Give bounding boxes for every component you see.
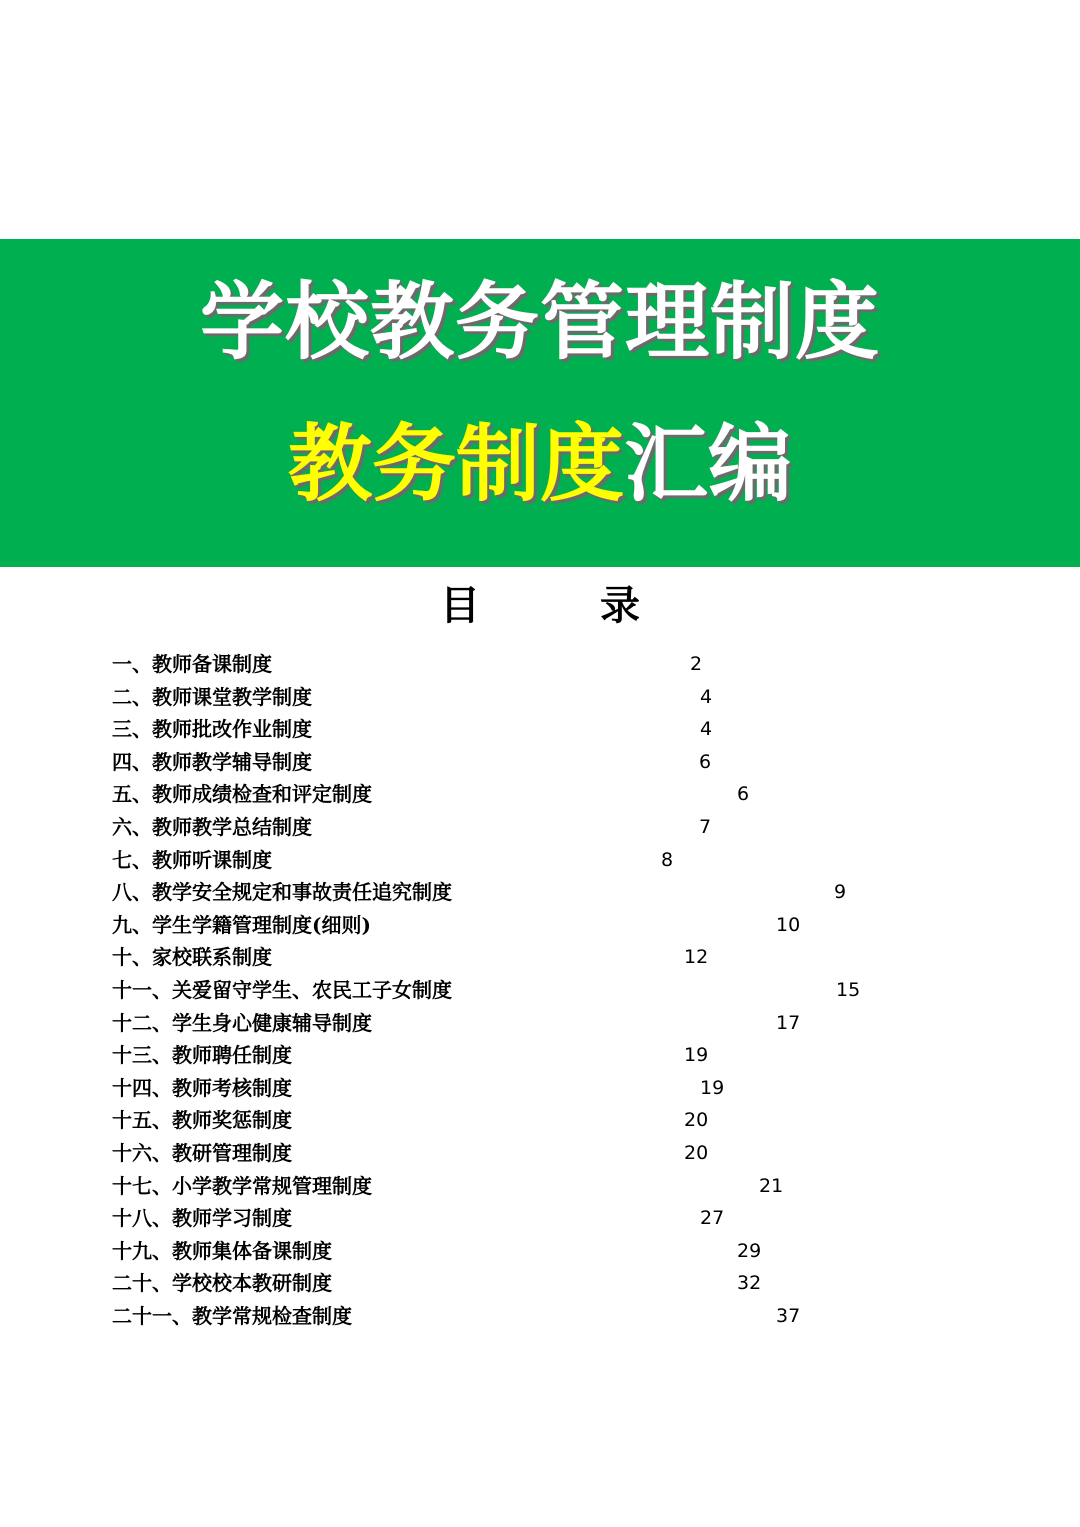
subtitle-rest-text: 汇编 (624, 415, 793, 513)
toc-item[interactable] (0, 648, 1080, 680)
toc-item-label: 十六、教研管理制度 (112, 1141, 292, 1165)
toc-item-page: 6 (699, 751, 712, 773)
toc-item-label: 四、教师教学辅导制度 (112, 750, 312, 774)
subtitle-highlight-text: 教务制度 (287, 415, 624, 513)
toc-item-label: 五、教师成绩检查和评定制度 (112, 782, 372, 806)
toc-item[interactable] (0, 941, 1080, 973)
toc-item[interactable] (0, 1104, 1080, 1136)
toc-item-page: 4 (700, 718, 713, 740)
toc-item[interactable] (0, 1137, 1080, 1169)
toc-item[interactable] (0, 713, 1080, 745)
toc-item-page: 17 (776, 1012, 801, 1034)
toc-item-label: 九、学生学籍管理制度(细则) (112, 913, 371, 937)
toc-item-page: 6 (737, 783, 750, 805)
toc-item-label: 十二、学生身心健康辅导制度 (112, 1011, 372, 1035)
toc-item-label: 十八、教师学习制度 (112, 1206, 292, 1230)
toc-heading: 目录 (440, 582, 760, 629)
toc-item[interactable] (0, 1007, 1080, 1039)
toc-item-page: 8 (661, 849, 674, 871)
toc-item-page: 21 (759, 1175, 784, 1197)
toc-item-page: 10 (776, 914, 801, 936)
toc-item-page: 20 (684, 1142, 709, 1164)
toc-item[interactable] (0, 778, 1080, 810)
toc-item-label: 一、教师备课制度 (112, 652, 272, 676)
toc-item-label: 七、教师听课制度 (112, 848, 272, 872)
toc-item-label: 十九、教师集体备课制度 (112, 1239, 332, 1263)
toc-item-label: 十一、关爱留守学生、农民工子女制度 (112, 978, 452, 1002)
toc-item[interactable] (0, 1300, 1080, 1332)
toc-item-page: 20 (684, 1109, 709, 1131)
toc-item[interactable] (0, 1202, 1080, 1234)
toc-item-page: 37 (776, 1305, 801, 1327)
document-title (0, 270, 1080, 374)
toc-item-page: 32 (737, 1272, 762, 1294)
toc-item-page: 27 (700, 1207, 725, 1229)
toc-item-label: 二十一、教学常规检查制度 (112, 1304, 352, 1328)
toc-item-label: 六、教师教学总结制度 (112, 815, 312, 839)
toc-item-page: 4 (700, 686, 713, 708)
toc-item-page: 29 (737, 1240, 762, 1262)
document-title-text: 学校教务管理制度 (199, 273, 880, 371)
toc-item-page: 12 (684, 946, 709, 968)
toc-item-label: 二十、学校校本教研制度 (112, 1271, 332, 1295)
toc-item[interactable] (0, 909, 1080, 941)
toc-item-page: 7 (699, 816, 712, 838)
toc-item[interactable] (0, 811, 1080, 843)
toc-item[interactable] (0, 681, 1080, 713)
toc-item[interactable] (0, 1170, 1080, 1202)
toc-item[interactable] (0, 746, 1080, 778)
toc-item-label: 十三、教师聘任制度 (112, 1043, 292, 1067)
toc-item-page: 9 (834, 881, 847, 903)
toc-item[interactable] (0, 876, 1080, 908)
toc-item[interactable] (0, 844, 1080, 876)
toc-item-label: 二、教师课堂教学制度 (112, 685, 312, 709)
document-subtitle (0, 412, 1080, 516)
toc-item-label: 十四、教师考核制度 (112, 1076, 292, 1100)
toc-item[interactable] (0, 1039, 1080, 1071)
toc-item-label: 三、教师批改作业制度 (112, 717, 312, 741)
toc-item-label: 十五、教师奖惩制度 (112, 1108, 292, 1132)
toc-item[interactable] (0, 1267, 1080, 1299)
toc-item[interactable] (0, 1072, 1080, 1104)
toc-item-page: 19 (684, 1044, 709, 1066)
toc-item[interactable] (0, 1235, 1080, 1267)
toc-item[interactable] (0, 974, 1080, 1006)
toc-item-page: 19 (700, 1077, 725, 1099)
toc-item-page: 15 (836, 979, 861, 1001)
toc-item-page: 2 (690, 653, 703, 675)
toc-item-label: 十七、小学教学常规管理制度 (112, 1174, 372, 1198)
toc-item-label: 八、教学安全规定和事故责任追究制度 (112, 880, 452, 904)
toc-item-label: 十、家校联系制度 (112, 945, 272, 969)
